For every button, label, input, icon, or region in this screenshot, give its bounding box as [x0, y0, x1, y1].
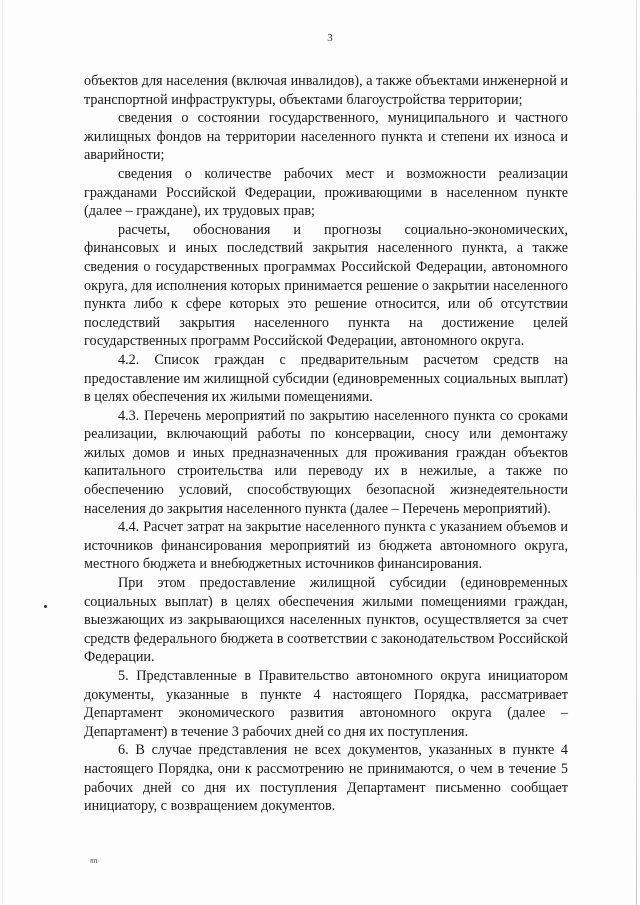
- scan-speck: [44, 605, 47, 608]
- paragraph-6: 6. В случае представления не всех документов, указанных в пункте 4 настоящего Порядка, они к рассмотрению не принимаются, о чем в течение 5 рабочих дней со дня их поступления Департамент письменно сообщает инициатору, с возвращением документов.: [84, 742, 568, 815]
- paragraph-jobs-info: сведения о количестве рабочих мест и возможности реализации гражданами Российской Федерации, проживающими в населенном пункте (далее – граждане), их трудовых прав;: [84, 165, 568, 220]
- paragraph-housing-info: сведения о состоянии государственного, муниципального и частного жилищных фондов на территории населенного пункта и степени их износа и аварийности;: [84, 110, 568, 164]
- paragraph-subsidy-note: При этом предоставление жилищной субсидии (единовременных социальных выплат) в целях обеспечения жилыми помещениями граждан, выезжающих из закрывающихся населенных пунктов, осуществляется за счет средств федерального бюджета в соответствии с законодательством Российской Федерации.: [84, 575, 568, 666]
- scan-edge-right: [636, 0, 637, 905]
- scan-edge-left: [2, 0, 3, 905]
- footer-mark: ππ: [90, 858, 98, 865]
- paragraph-calculations: расчеты, обоснования и прогнозы социально-экономических, финансовых и иных последствий закрытия населенного пункта, а также сведения о государственных программах Российской Федерации, автономного округа, для исполнения которых принимается решение о закрытии населенного пункта либо к сфере которых это решение относится, или об отсутствии последствий закрытия населенного пункта на достижение целей государственных программ Российской Федерации, автономного округа.: [84, 221, 568, 350]
- paragraph-5: 5. Представленные в Правительство автономного округа инициатором документы, указанные в пункте 4 настоящего Порядка, рассматривает Департамент экономического развития автономного округа (далее – Департамент) в течение 3 рабочих дней со дня их поступления.: [84, 668, 568, 740]
- paragraph-4-2: 4.2. Список граждан с предварительным расчетом средств на предоставление им жилищной субсидии (единовременных социальных выплат) в целях обеспечения их жилыми помещениями.: [84, 351, 568, 406]
- page-number: 3: [327, 32, 333, 44]
- paragraph-continuation: объектов для населения (включая инвалидов), а также объектами инженерной и транспортной инфраструктуры, объектами благоустройства территории;: [84, 73, 568, 108]
- paragraph-4-4: 4.4. Расчет затрат на закрытие населенного пункта с указанием объемов и источников финансирования мероприятий из бюджета автономного округа, местного бюджета и внебюджетных источников финансирования.: [84, 519, 568, 573]
- paragraph-4-3: 4.3. Перечень мероприятий по закрытию населенного пункта со сроками реализации, включающий работы по консервации, сносу или демонтажу жилых домов и иных предназначенных для проживания граждан объектов капитального строительства или переводу их в нежилые, а также по обеспечению условий, способствующих безопасной жизнедеятельности населения до закрытия населенного пункта (далее – Перечень мероприятий).: [84, 407, 568, 517]
- document-body: [84, 72, 568, 816]
